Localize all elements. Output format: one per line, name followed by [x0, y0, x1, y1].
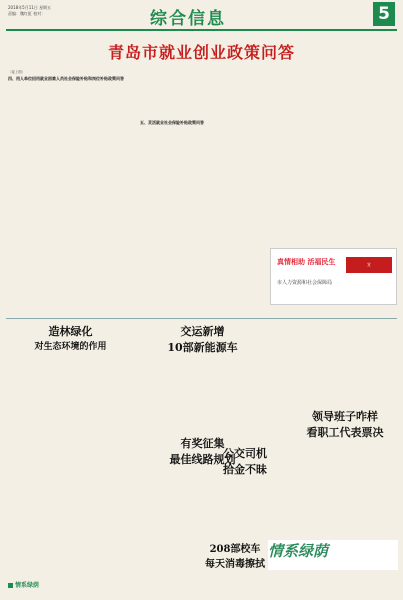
column-tag-label: 情系绿荫	[15, 582, 40, 589]
section-divider	[6, 318, 397, 319]
tag-square-icon	[8, 583, 13, 588]
story-2-line1: 交运新增	[180, 325, 225, 338]
story-title-5	[290, 408, 400, 440]
intro-note: （接上期）	[8, 70, 25, 74]
article-column-1	[8, 70, 133, 310]
ad-box	[270, 248, 397, 305]
header-rule	[6, 29, 397, 31]
story-3-line2: 最佳线路规划	[169, 453, 236, 466]
story-4-line2: 拾金不昧	[223, 463, 267, 476]
ad-sub: 市人力资源和社会保障局	[277, 280, 333, 286]
story-3-line1: 有奖征集	[180, 437, 225, 450]
banner-script: 情系绿荫	[268, 542, 329, 560]
story-6-line2: 每天消毒擦拭	[205, 559, 265, 570]
green-banner	[268, 540, 398, 570]
issue-meta	[8, 5, 51, 17]
question-heading-5: 五、灵活就业社会保险补贴政策问答	[140, 120, 204, 125]
issue-date: 2018年5月11日 星期五	[8, 5, 52, 10]
section-title: 综合信息	[150, 9, 226, 29]
story-4-line1: 公交司机	[223, 447, 267, 460]
story-5-line1: 领导班子咋样	[312, 410, 378, 423]
feature-title	[8, 323, 133, 352]
feature-title-2: 对生态环境的作用	[34, 342, 107, 352]
feature-body	[8, 352, 133, 572]
editor-credit: 责编：魏红虹 校对：	[8, 11, 46, 16]
ad-sign: 宣	[346, 257, 392, 273]
story-title-6	[205, 540, 265, 570]
page-header	[0, 0, 403, 32]
question-heading-4: 四、用人单位招用就业困难人员社会保险补贴和岗位补贴政策问答	[8, 76, 124, 82]
story-title-4	[205, 445, 285, 477]
story-5-line2: 看职工代表票决	[306, 426, 384, 439]
ad-title: 真情相助 活福民生	[277, 258, 336, 266]
feature-title-1: 造林绿化	[48, 325, 93, 338]
main-headline: 青岛市就业创业政策问答	[107, 43, 295, 62]
article-column-3	[272, 70, 397, 240]
story-2-line2: 10部新能源车	[167, 341, 238, 354]
page-number: 5	[373, 2, 395, 26]
article-column-2	[140, 70, 265, 310]
story-6-line1: 208部校车	[209, 544, 261, 555]
column-tag	[8, 580, 39, 589]
story-title-2	[140, 323, 265, 355]
